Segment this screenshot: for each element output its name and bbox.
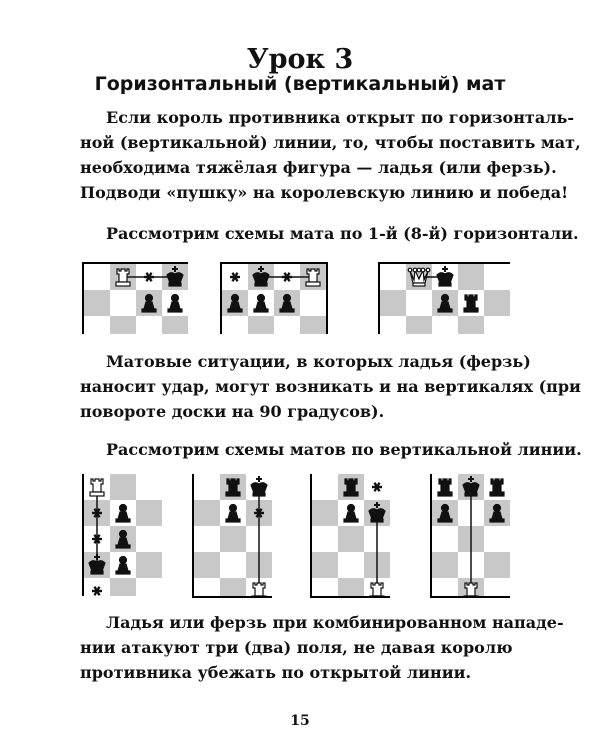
dark-square xyxy=(338,578,364,596)
dark-square xyxy=(84,290,110,316)
vertical-note-line: наносит удар, могут возникать и на вертикалях (при xyxy=(80,377,581,396)
black-chess-pawn-icon xyxy=(168,295,182,313)
dark-square xyxy=(484,552,510,578)
vertical-note-paragraph xyxy=(80,349,581,424)
outro-line: Ладья или ферзь при комбинированном нападе- xyxy=(106,613,564,632)
horizontal-heading-text: Рассмотрим схемы мата по 1-й (8-й) горизонтали. xyxy=(106,224,579,243)
diagram-vertical-3 xyxy=(310,474,390,598)
dark-square xyxy=(110,316,136,334)
asterisk-icon xyxy=(282,273,292,282)
dark-square xyxy=(338,526,364,552)
dark-square xyxy=(312,500,338,526)
lesson-title: Урок 3 xyxy=(246,44,354,75)
intro-line: Если король противника открыт по горизонталь- xyxy=(106,108,574,127)
dark-square xyxy=(432,552,458,578)
dark-square xyxy=(110,474,136,500)
dark-square xyxy=(484,290,510,316)
diagram-board xyxy=(84,264,188,334)
dark-square xyxy=(136,552,162,578)
black-chess-pawn-icon xyxy=(344,505,358,523)
vertical-heading xyxy=(80,437,582,462)
black-chess-pawn-icon xyxy=(254,295,268,313)
diagram-horizontal-1 xyxy=(82,262,188,334)
diagram-board xyxy=(84,474,162,596)
dark-square xyxy=(248,316,274,334)
diagram-horizontal-2 xyxy=(220,262,328,334)
horizontal-heading xyxy=(80,221,579,246)
dark-square xyxy=(136,500,162,526)
white-chess-rook-icon xyxy=(370,583,384,596)
intro-line: Подводи «пушку» на королевскую линию и победа! xyxy=(80,183,569,202)
black-chess-king-icon xyxy=(437,266,453,286)
dark-square xyxy=(312,552,338,578)
dark-square xyxy=(380,290,406,316)
outro-line: противника убежать по открытой линии. xyxy=(80,663,472,682)
white-chess-rook-icon xyxy=(90,479,104,496)
black-chess-rook-icon xyxy=(490,479,504,496)
dark-square xyxy=(406,316,432,334)
vertical-note-line: повороте доски на 90 градусов). xyxy=(80,402,385,421)
black-chess-rook-icon xyxy=(464,295,478,312)
diagram-vertical-1 xyxy=(82,474,162,596)
diagram-board xyxy=(380,264,510,334)
black-chess-rook-icon xyxy=(438,479,452,496)
diagram-board xyxy=(194,474,272,596)
black-chess-king-icon xyxy=(251,476,267,496)
lesson-subtitle: Горизонтальный (вертикальный) мат xyxy=(94,73,506,95)
asterisk-icon xyxy=(230,273,240,282)
diagram-vertical-4 xyxy=(430,474,510,598)
black-chess-pawn-icon xyxy=(116,505,130,523)
dark-square xyxy=(220,578,246,596)
intro-paragraph xyxy=(80,105,581,205)
dark-square xyxy=(458,264,484,290)
dark-square xyxy=(458,316,484,334)
dark-square xyxy=(194,552,220,578)
diagram-board xyxy=(222,264,326,334)
dark-square xyxy=(194,500,220,526)
black-chess-pawn-icon xyxy=(116,557,130,575)
dark-square xyxy=(300,316,326,334)
page-number: 15 xyxy=(290,713,310,729)
intro-line: ной (вертикальной) линии, то, чтобы поставить мат, xyxy=(80,133,581,152)
dark-square xyxy=(110,578,136,596)
vertical-heading-text: Рассмотрим схемы матов по вертикальной линии. xyxy=(106,440,582,459)
diagram-horizontal-3 xyxy=(378,262,510,334)
outro-line: нии атакуют три (два) поля, не давая королю xyxy=(80,638,513,657)
asterisk-icon xyxy=(92,587,102,596)
diagram-vertical-2 xyxy=(192,474,272,598)
diagram-board xyxy=(432,474,510,596)
outro-paragraph xyxy=(80,610,564,685)
intro-line: необходима тяжёлая фигура — ладья (или ферзь). xyxy=(80,158,557,177)
asterisk-icon xyxy=(372,483,382,492)
asterisk-icon xyxy=(144,273,154,282)
diagram-board xyxy=(312,474,390,596)
black-chess-pawn-icon xyxy=(226,505,240,523)
white-chess-rook-icon xyxy=(252,583,266,596)
dark-square xyxy=(220,526,246,552)
dark-square xyxy=(162,316,188,334)
vertical-note-line: Матовые ситуации, в которых ладья (ферзь) xyxy=(106,352,531,371)
